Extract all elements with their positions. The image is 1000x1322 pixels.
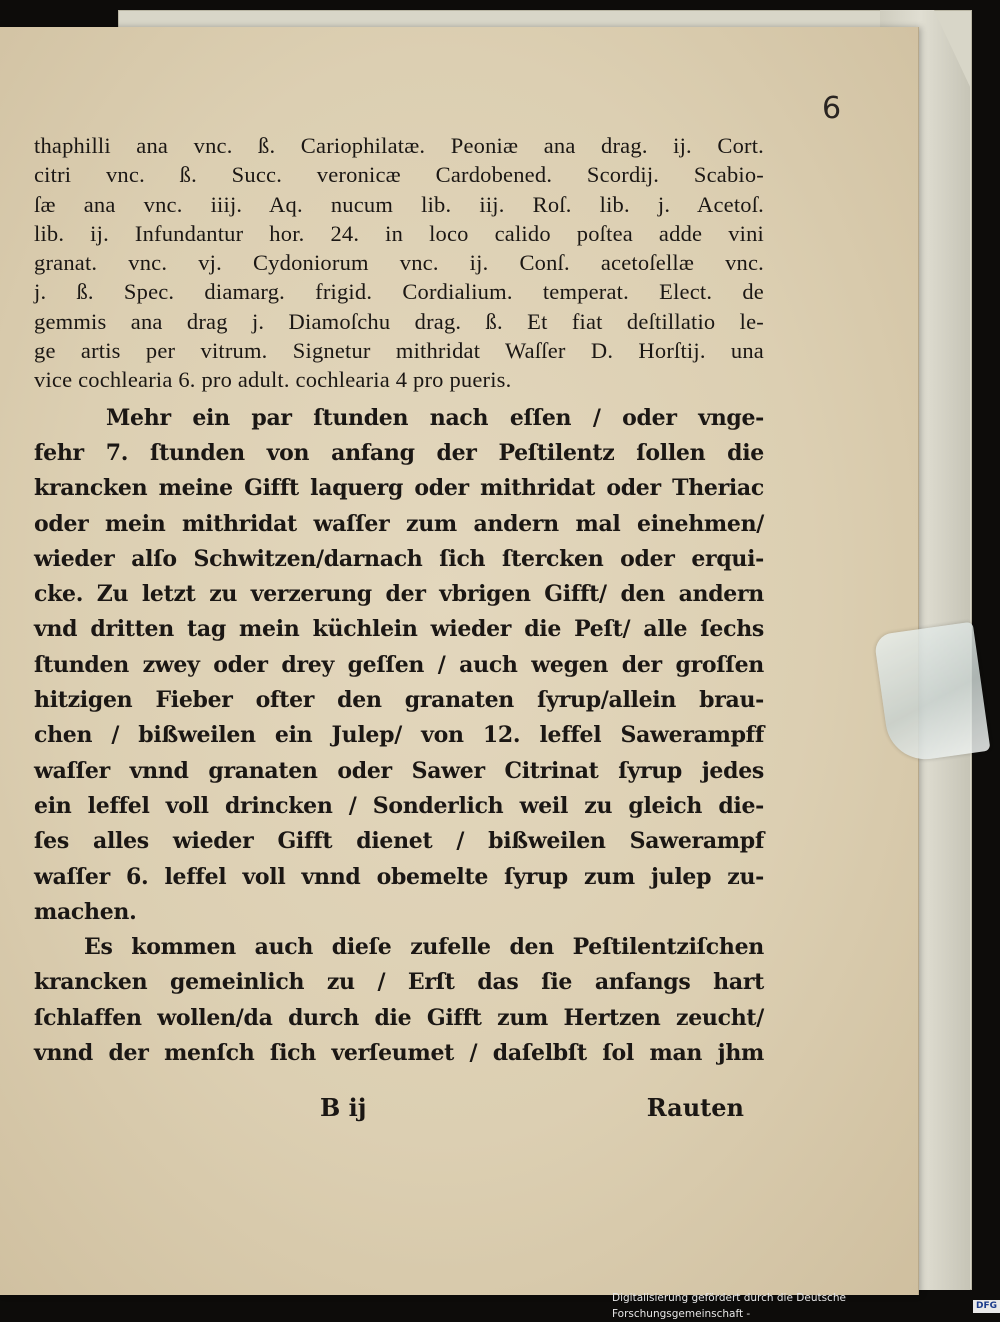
german-line: krancken gemeinlich zu / Erſt das ſie anfangs hart — [34, 969, 764, 996]
latin-line: j. ß. Spec. diamarg. frigid. Cordialium. temperat. Elect. de — [34, 279, 764, 305]
latin-line: ſæ ana vnc. iiij. Aq. nucum lib. iij. Roſ. lib. j. Acetoſ. — [34, 191, 764, 217]
latin-line: thaphilli ana vnc. ß. Cariophilatæ. Peoniæ ana drag. ij. Cort. — [34, 133, 764, 158]
german-line: ſtunden zwey oder drey geſſen / auch wegen der groſſen — [34, 651, 764, 678]
latin-line: vice cochlearia 6. pro adult. cochlearia 4 pro pueris. — [34, 367, 512, 393]
german-line: waſſer 6. leffel voll vnnd obemelte ſyrup zum julep zu- — [34, 863, 764, 890]
german-line: krancken meine Gifft laquerg oder mithridat oder Theriac — [34, 475, 764, 502]
page-footer — [320, 1093, 744, 1122]
german-paragraphs — [34, 401, 764, 1072]
german-line: Mehr ein par ſtunden nach eſſen / oder vnge- — [106, 404, 764, 431]
signature-mark: B ij — [320, 1093, 367, 1122]
digitization-credit — [612, 1292, 1000, 1320]
latin-line: granat. vnc. vj. Cydoniorum vnc. ij. Conſ. acetoſellæ vnc. — [34, 250, 764, 276]
german-line: fehr 7. ſtunden von anfang der Peſtilentz ſollen die — [34, 439, 764, 466]
page-text — [34, 131, 764, 1071]
german-line: oder mein mithridat waſſer zum andern mal einehmen/ — [34, 510, 764, 537]
german-line: chen / bißweilen ein Julep/ von 12. leffel Sawerampff — [34, 722, 764, 749]
german-line: wieder alſo Schwitzen/darnach ſich ſtercken oder erqui- — [34, 545, 764, 572]
german-line: waſſer vnnd granaten oder Sawer Citrinat ſyrup jedes — [34, 757, 764, 784]
german-line: ſes alles wieder Gifft dienet / bißweilen Sawerampf — [34, 828, 764, 855]
dfg-logo-icon: DFG — [973, 1300, 1000, 1313]
latin-line: lib. ij. Infundantur hor. 24. in loco calido poſtea adde vini — [34, 220, 764, 246]
latin-recipe — [34, 131, 764, 395]
credit-text: Digitalisierung gefördert durch die Deutsche Forschungsgemeinschaft - — [612, 1292, 846, 1320]
scanned-page — [0, 27, 919, 1295]
german-line: hitzigen Fieber ofter den granaten ſyrup/allein brau- — [34, 687, 764, 714]
catchword: Rauten — [646, 1093, 744, 1122]
german-line: machen. — [34, 898, 137, 925]
folio-number: 6 — [822, 91, 842, 126]
german-line: vnd dritten tag mein küchlein wieder die Peſt/ alle ſechs — [34, 616, 764, 643]
german-line: Es kommen auch dieſe zufelle den Peſtilentziſchen — [84, 934, 764, 961]
german-line: ein leffel voll drincken / Sonderlich weil zu gleich die- — [34, 792, 764, 819]
latin-line: gemmis ana drag j. Diamoſchu drag. ß. Et fiat deſtillatio le- — [34, 308, 764, 334]
german-line: ſchlaffen wollen/da durch die Gifft zum Hertzen zeucht/ — [34, 1004, 764, 1031]
german-line: cke. Zu letzt zu verzerung der vbrigen Gifft/ den andern — [34, 581, 764, 608]
latin-line: ge artis per vitrum. Signetur mithridat Waſſer D. Horſtij. una — [34, 338, 764, 364]
latin-line: citri vnc. ß. Succ. veronicæ Cardobened. Scordij. Scabio- — [34, 162, 764, 188]
german-line: vnnd der menſch ſich verſeumet / daſelbſt ſol man jhm — [34, 1040, 764, 1067]
